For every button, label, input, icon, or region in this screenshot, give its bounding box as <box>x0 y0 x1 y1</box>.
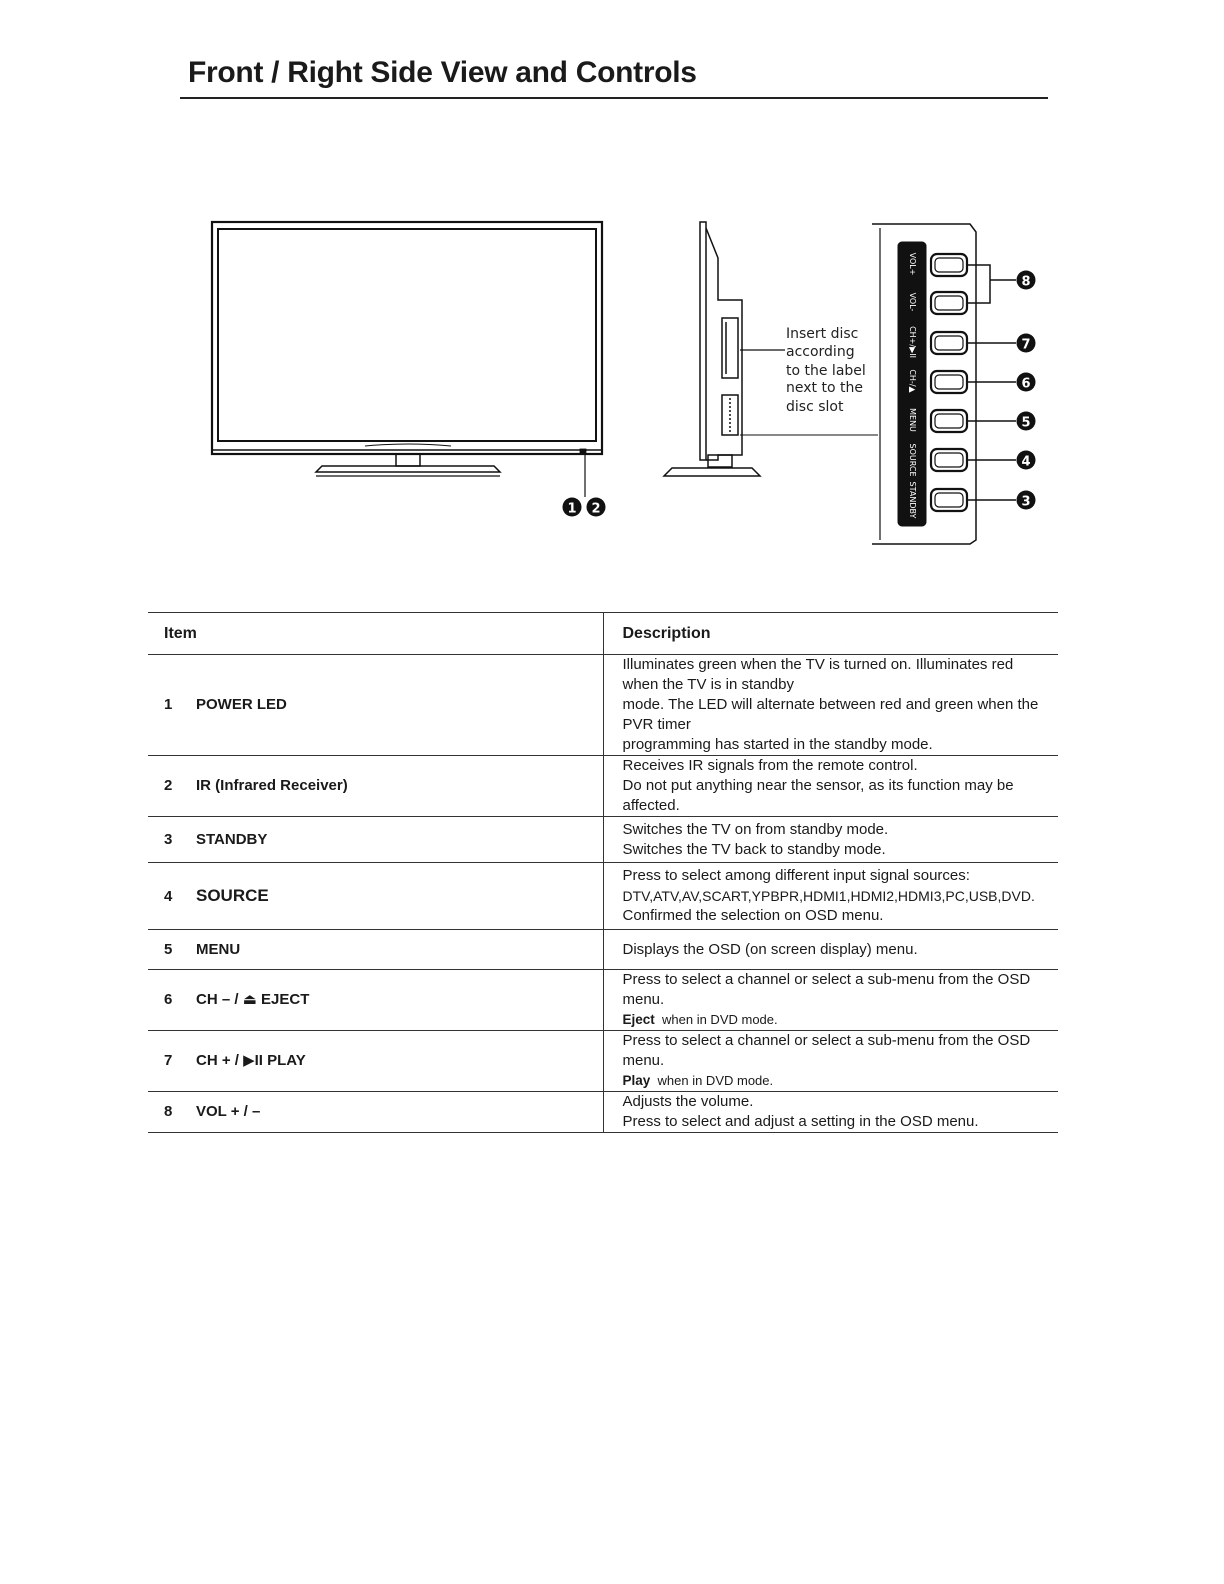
description-line: Adjusts the volume. <box>622 1093 754 1110</box>
item-number: 8 <box>164 1103 173 1120</box>
callout-label: 4 <box>1021 454 1031 470</box>
description-cell <box>603 930 1058 970</box>
table-row <box>148 655 1058 756</box>
item-name: CH + / ▶II PLAY <box>196 1052 306 1069</box>
callout-ch-minus <box>1017 373 1036 392</box>
page-title: Front / Right Side View and Controls <box>188 56 697 89</box>
callout-vol <box>1017 271 1036 290</box>
item-number: 1 <box>164 696 173 713</box>
button-standby <box>931 489 967 511</box>
item-number: 6 <box>164 991 173 1008</box>
table-row <box>148 863 1058 930</box>
disc-note-line: to the label <box>786 363 866 379</box>
item-name: CH – / ⏏ EJECT <box>196 991 310 1008</box>
button-ch-plus <box>931 332 967 354</box>
description-cell <box>603 863 1058 930</box>
description-cell <box>603 970 1058 1031</box>
callout-source <box>1017 451 1036 470</box>
item-name: SOURCE <box>196 885 269 905</box>
description-line: Press to select among different input signal sources: <box>622 867 970 884</box>
dvd-mode-note <box>623 1010 1049 1030</box>
description-line: Confirmed the selection on OSD menu. <box>622 907 884 924</box>
controls-table-wrapper <box>148 612 1058 1133</box>
callout-label: 8 <box>1021 274 1031 290</box>
dvd-mode-text: when in DVD mode. <box>657 1073 774 1088</box>
disc-slot-note <box>786 326 866 415</box>
header-description: Description <box>603 613 1058 655</box>
item-cell <box>148 1092 603 1133</box>
item-number: 3 <box>164 830 173 848</box>
description-line: Illuminates green when the TV is turned on. Illuminates red when the TV is in standby <box>622 656 1014 693</box>
controls-table <box>148 612 1058 1133</box>
item-number: 2 <box>164 777 173 794</box>
description-line: Press to select a channel or select a sub-menu from the OSD menu. <box>622 1032 1031 1069</box>
description-line: Switches the TV on from standby mode. <box>622 820 889 838</box>
item-name: MENU <box>196 940 241 958</box>
description-line: Receives IR signals from the remote control. <box>622 757 918 774</box>
dvd-mode-keyword: Eject <box>622 1012 655 1027</box>
callout-leader-lines <box>967 265 1016 500</box>
item-cell <box>148 863 603 930</box>
button-vol-minus <box>931 292 967 314</box>
source-list: DTV,ATV,AV,SCART,YPBPR,HDMI1,HDMI2,HDMI3,PC,USB,DVD. <box>622 888 1035 904</box>
item-cell <box>148 817 603 863</box>
callout-power-led <box>563 498 582 517</box>
description-line: Do not put anything near the sensor, as its function may be affected. <box>622 777 1014 814</box>
header-item: Item <box>148 613 603 655</box>
table-row <box>148 970 1058 1031</box>
table-header-row <box>148 613 1058 655</box>
dvd-mode-note <box>623 1071 1049 1091</box>
callout-label: 7 <box>1021 337 1031 353</box>
label-source: SOURCE <box>908 443 917 477</box>
item-cell <box>148 655 603 756</box>
button-source <box>931 449 967 471</box>
description-cell <box>603 756 1058 817</box>
item-name: IR (Infrared Receiver) <box>196 777 348 794</box>
disc-note-line: next to the <box>786 380 863 396</box>
table-row <box>148 817 1058 863</box>
callout-standby <box>1017 491 1036 510</box>
description-line: Displays the OSD (on screen display) menu. <box>622 940 918 958</box>
item-cell <box>148 756 603 817</box>
description-line: Press to select and adjust a setting in the OSD menu. <box>622 1113 979 1130</box>
description-cell <box>603 1031 1058 1092</box>
table-row <box>148 1092 1058 1133</box>
disc-note-line: Insert disc <box>786 326 859 342</box>
item-number: 5 <box>164 940 173 958</box>
callout-label: 1 <box>567 501 577 517</box>
item-cell <box>148 970 603 1031</box>
label-ch-plus: CH+/▶II <box>908 326 917 358</box>
table-row <box>148 756 1058 817</box>
description-line: mode. The LED will alternate between red and green when the PVR timer <box>622 696 1039 733</box>
callout-label: 5 <box>1021 415 1031 431</box>
description-line: programming has started in the standby mode. <box>622 736 933 753</box>
label-standby: STANDBY <box>908 481 917 519</box>
label-vol-minus: VOL- <box>908 292 917 312</box>
button-vol-plus <box>931 254 967 276</box>
table-row <box>148 930 1058 970</box>
callout-label: 6 <box>1021 376 1031 392</box>
description-cell <box>603 1092 1058 1133</box>
tv-diagram <box>0 0 1224 600</box>
callout-label: 3 <box>1021 494 1031 510</box>
item-name: POWER LED <box>196 696 287 713</box>
item-name: STANDBY <box>196 830 268 848</box>
disc-note-line: disc slot <box>786 399 844 415</box>
dvd-mode-text: when in DVD mode. <box>662 1012 778 1027</box>
table-row <box>148 1031 1058 1092</box>
label-ch-minus: CH-/▲ <box>908 369 917 393</box>
dvd-mode-keyword: Play <box>622 1073 651 1088</box>
item-name: VOL + / – <box>196 1103 261 1120</box>
item-cell <box>148 1031 603 1092</box>
item-cell <box>148 930 603 970</box>
callout-ch-plus <box>1017 334 1036 353</box>
description-cell <box>603 655 1058 756</box>
button-ch-minus <box>931 371 967 393</box>
callout-menu <box>1017 412 1036 431</box>
callout-label: 2 <box>591 501 601 517</box>
description-line: Press to select a channel or select a sub-menu from the OSD menu. <box>622 971 1031 1008</box>
side-buttons <box>931 254 967 511</box>
tv-front-view <box>212 222 602 497</box>
description-cell <box>603 817 1058 863</box>
button-menu <box>931 410 967 432</box>
item-number: 7 <box>164 1052 173 1069</box>
callout-ir-receiver <box>587 498 606 517</box>
label-menu: MENU <box>908 408 917 432</box>
item-number: 4 <box>164 887 173 905</box>
label-vol-plus: VOL+ <box>908 252 917 276</box>
description-line: Switches the TV back to standby mode. <box>622 840 886 858</box>
disc-note-line: according <box>786 344 855 360</box>
